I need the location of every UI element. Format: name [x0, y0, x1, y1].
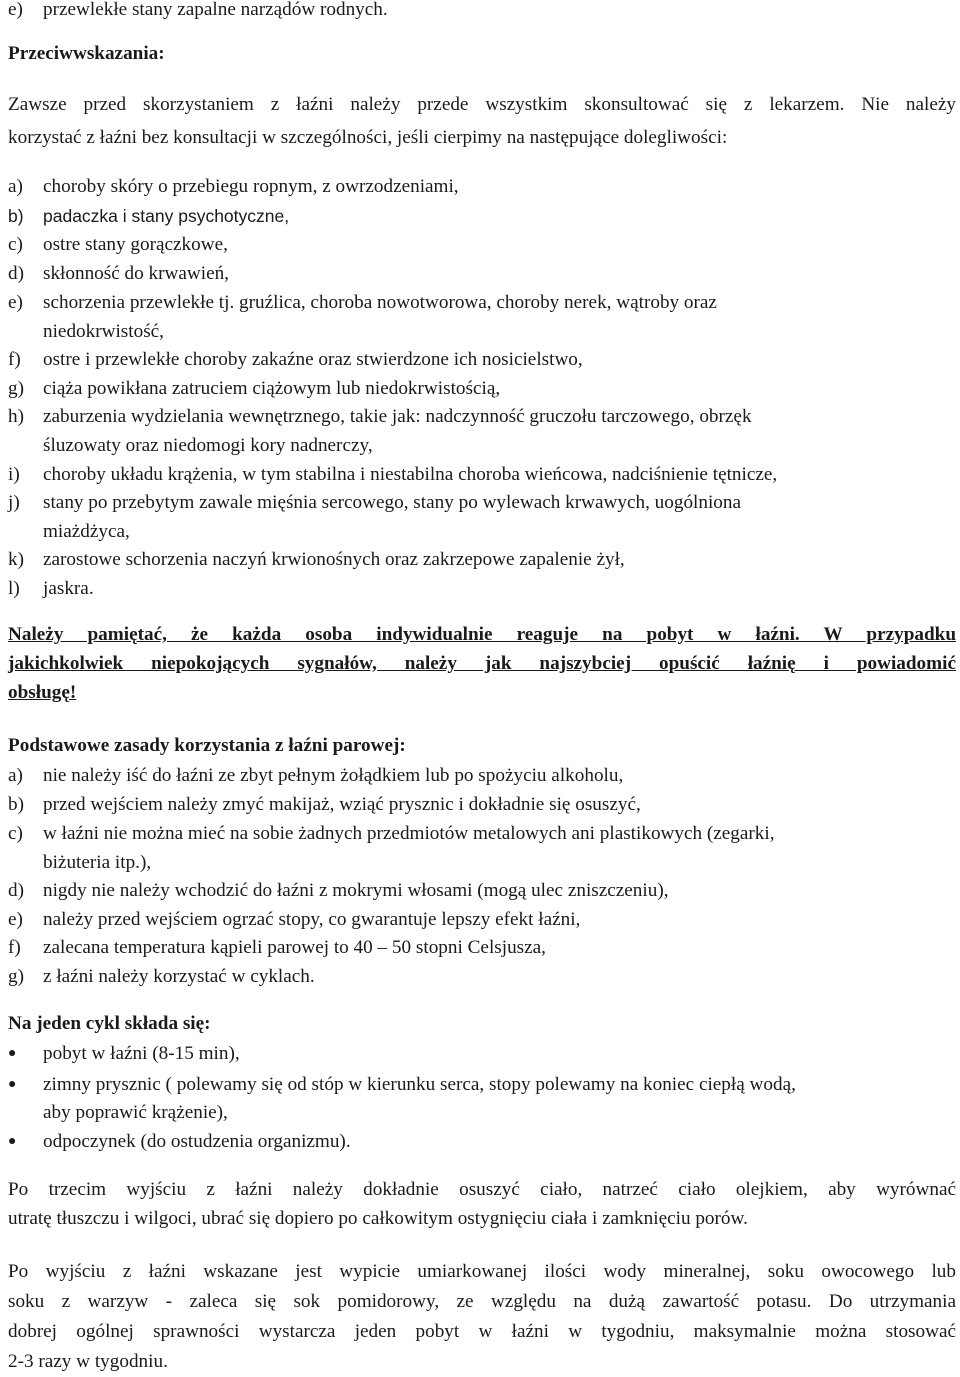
list-text: zaburzenia wydzielania wewnętrznego, takie jak: nadczynność gruczołu tarczowego, obrzęk	[43, 406, 752, 427]
list-label: f)	[8, 937, 21, 958]
warning-line: obsługę!	[8, 682, 77, 703]
paragraph-line: soku z warzyw - zaleca się sok pomidorowy, ze względu na dużą zawartość potasu. Do utrzymania	[8, 1291, 956, 1312]
list-text: ciąża powikłana zatruciem ciążowym lub niedokrwistością,	[43, 378, 501, 399]
list-text: zimny prysznic ( polewamy się od stóp w kierunku serca, stopy polewamy na koniec ciepłą wodą,	[43, 1074, 796, 1095]
intro-line: Zawsze przed skorzystaniem z łaźni należy przede wszystkim skonsultować się z lekarzem. Nie należy	[8, 94, 956, 115]
list-label: d)	[8, 263, 24, 284]
list-text: śluzowaty oraz niedomogi kory nadnerczy,	[43, 435, 373, 456]
list-label: a)	[8, 176, 23, 197]
list-label: g)	[8, 378, 24, 399]
bullet-icon: ●	[8, 1134, 17, 1149]
list-text: zarostowe schorzenia naczyń krwionośnych oraz zakrzepowe zapalenie żył,	[43, 549, 625, 570]
warning-line: jakichkolwiek niepokojących sygnałów, należy jak najszybciej opuścić łaźnię i powiadomić	[8, 653, 956, 674]
list-text: schorzenia przewlekłe tj. gruźlica, choroba nowotworowa, choroby nerek, wątroby oraz	[43, 292, 717, 313]
list-text: ostre i przewlekłe choroby zakaźne oraz stwierdzone ich nosicielstwo,	[43, 349, 583, 370]
list-text: nigdy nie należy wchodzić do łaźni z mokrymi włosami (mogą ulec zniszczeniu),	[43, 880, 669, 901]
list-label: b)	[8, 794, 24, 815]
list-label: h)	[8, 406, 24, 427]
section-heading-rules: Podstawowe zasady korzystania z łaźni parowej:	[8, 735, 406, 756]
list-label: a)	[8, 765, 23, 786]
section-heading-cycle: Na jeden cykl składa się:	[8, 1013, 211, 1034]
list-label: e)	[8, 292, 23, 313]
list-label: g)	[8, 966, 24, 987]
list-label: b)	[8, 206, 24, 226]
list-label: e)	[8, 909, 23, 930]
list-text: w łaźni nie można mieć na sobie żadnych przedmiotów metalowych ani plastikowych (zegarki,	[43, 823, 775, 844]
list-label: k)	[8, 549, 24, 570]
list-label: c)	[8, 823, 23, 844]
list-label: d)	[8, 880, 24, 901]
list-text: pobyt w łaźni (8-15 min),	[43, 1043, 240, 1064]
list-text: choroby skóry o przebiegu ropnym, z owrzodzeniami,	[43, 176, 459, 197]
list-label: c)	[8, 234, 23, 255]
intro-line: korzystać z łaźni bez konsultacji w szczególności, jeśli cierpimy na następujące dolegliwości:	[8, 127, 728, 148]
section-heading-contraindications: Przeciwwskazania:	[8, 43, 165, 64]
list-text: odpoczynek (do ostudzenia organizmu).	[43, 1131, 351, 1152]
bullet-icon: ●	[8, 1077, 17, 1092]
list-text: nie należy iść do łaźni ze zbyt pełnym żołądkiem lub po spożyciu alkoholu,	[43, 765, 624, 786]
list-text: przed wejściem należy zmyć makijaż, wziąć prysznic i dokładnie się osuszyć,	[43, 794, 641, 815]
list-text: skłonność do krwawień,	[43, 263, 229, 284]
paragraph-line: Po trzecim wyjściu z łaźni należy dokładnie osuszyć ciało, natrzeć ciało olejkiem, aby wyrównać	[8, 1179, 956, 1200]
paragraph-line: utratę tłuszczu i wilgoci, ubrać się dopiero po całkowitym ostygnięciu ciała i zamknięciu porów.	[8, 1208, 748, 1229]
list-text: przewlekłe stany zapalne narządów rodnych.	[43, 0, 388, 20]
list-text: niedokrwistość,	[43, 321, 164, 342]
paragraph-line: dobrej ogólnej sprawności wystarcza jeden pobyt w łaźni w tygodniu, maksymalnie można stosować	[8, 1321, 956, 1342]
list-label: l)	[8, 578, 20, 599]
bullet-icon: ●	[8, 1046, 17, 1061]
list-text: miażdżyca,	[43, 521, 130, 542]
list-label: e)	[8, 0, 23, 20]
list-label: j)	[8, 492, 20, 513]
paragraph-line: 2-3 razy w tygodniu.	[8, 1351, 168, 1372]
list-text: zalecana temperatura kąpieli parowej to 40 – 50 stopni Celsjusza,	[43, 937, 546, 958]
list-text: stany po przebytym zawale mięśnia sercowego, stany po wylewach krwawych, uogólniona	[43, 492, 742, 513]
list-text: jaskra.	[43, 578, 94, 599]
list-text: aby poprawić krążenie),	[43, 1102, 228, 1123]
list-text: choroby układu krążenia, w tym stabilna i niestabilna choroba wieńcowa, nadciśnienie tętnicze,	[43, 464, 778, 485]
list-text: padaczka i stany psychotyczne,	[43, 206, 290, 226]
list-text: ostre stany gorączkowe,	[43, 234, 228, 255]
list-label: i)	[8, 464, 20, 485]
paragraph-line: Po wyjściu z łaźni wskazane jest wypicie umiarkowanej ilości wody mineralnej, soku owocowego lub	[8, 1261, 956, 1282]
warning-line: Należy pamiętać, że każda osoba indywidualnie reaguje na pobyt w łaźni. W przypadku	[8, 624, 956, 645]
list-text: biżuteria itp.),	[43, 852, 152, 873]
list-text: z łaźni należy korzystać w cyklach.	[43, 966, 315, 987]
list-label: f)	[8, 349, 21, 370]
list-text: należy przed wejściem ogrzać stopy, co gwarantuje lepszy efekt łaźni,	[43, 909, 581, 930]
